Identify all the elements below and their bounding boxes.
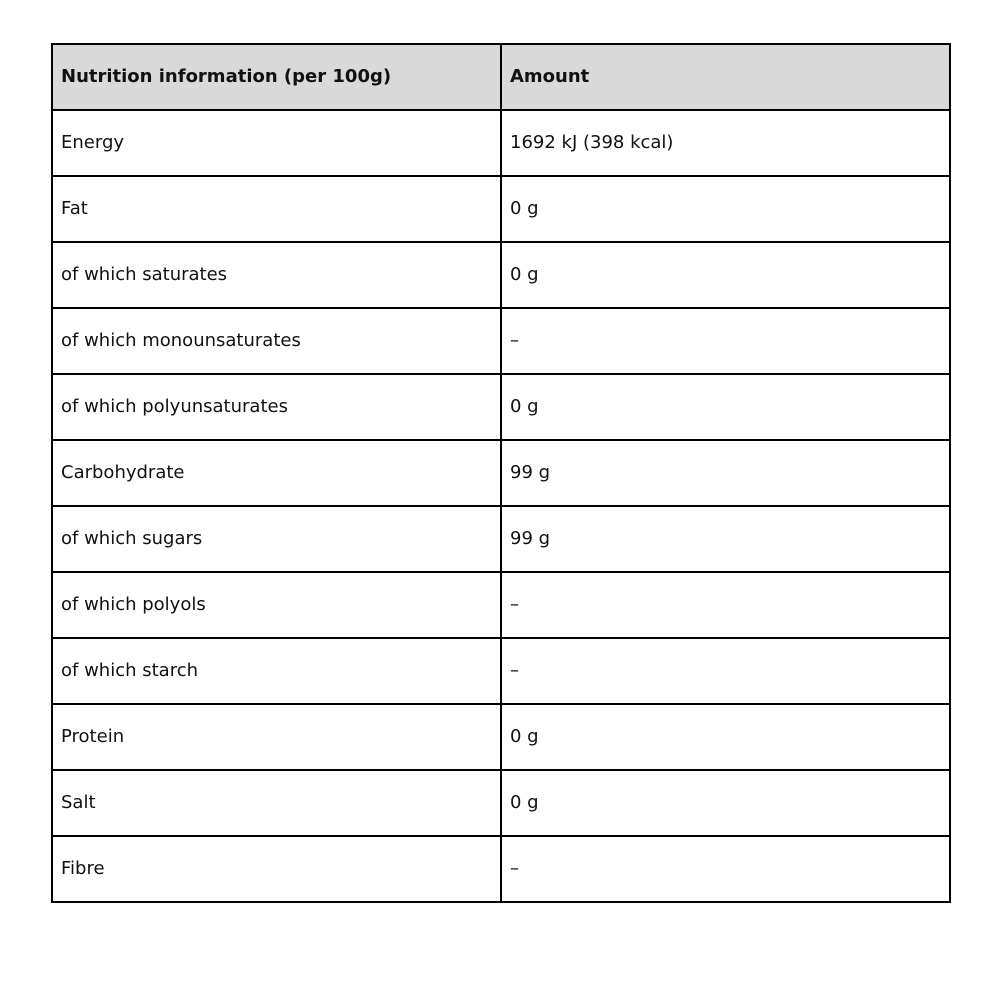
- nutrient-cell: of which monounsaturates: [52, 308, 501, 374]
- amount-cell: 0 g: [501, 704, 950, 770]
- table-row-protein: [52, 704, 950, 770]
- amount-cell: 1692 kJ (398 kcal): [501, 110, 950, 176]
- amount-cell: 99 g: [501, 506, 950, 572]
- table-body: [52, 110, 950, 902]
- amount-cell: 0 g: [501, 176, 950, 242]
- table-row-salt: [52, 770, 950, 836]
- amount-cell: 0 g: [501, 242, 950, 308]
- table-row-starch: [52, 638, 950, 704]
- amount-cell: 0 g: [501, 770, 950, 836]
- amount-cell: –: [501, 836, 950, 902]
- nutrition-table: [51, 43, 951, 903]
- nutrient-cell: Energy: [52, 110, 501, 176]
- nutrient-cell: of which sugars: [52, 506, 501, 572]
- nutrient-cell: of which saturates: [52, 242, 501, 308]
- table-row-fat: [52, 176, 950, 242]
- nutrient-cell: Protein: [52, 704, 501, 770]
- table-row-sugars: [52, 506, 950, 572]
- amount-cell: 99 g: [501, 440, 950, 506]
- nutrient-cell: Fibre: [52, 836, 501, 902]
- table-row-energy: [52, 110, 950, 176]
- nutrition-table-container: [51, 43, 949, 903]
- nutrient-cell: of which polyols: [52, 572, 501, 638]
- amount-cell: –: [501, 572, 950, 638]
- table-header: [52, 44, 950, 110]
- table-row-saturates: [52, 242, 950, 308]
- nutrient-cell: of which polyunsaturates: [52, 374, 501, 440]
- nutrient-cell: Salt: [52, 770, 501, 836]
- column-header-nutrient: Nutrition information (per 100g): [52, 44, 501, 110]
- amount-cell: –: [501, 638, 950, 704]
- column-header-amount: Amount: [501, 44, 950, 110]
- table-row-monounsaturates: [52, 308, 950, 374]
- nutrient-cell: Fat: [52, 176, 501, 242]
- amount-cell: –: [501, 308, 950, 374]
- table-row-carbohydrate: [52, 440, 950, 506]
- table-row-polyunsaturates: [52, 374, 950, 440]
- table-row-fibre: [52, 836, 950, 902]
- amount-cell: 0 g: [501, 374, 950, 440]
- header-row: [52, 44, 950, 110]
- table-row-polyols: [52, 572, 950, 638]
- nutrient-cell: of which starch: [52, 638, 501, 704]
- nutrient-cell: Carbohydrate: [52, 440, 501, 506]
